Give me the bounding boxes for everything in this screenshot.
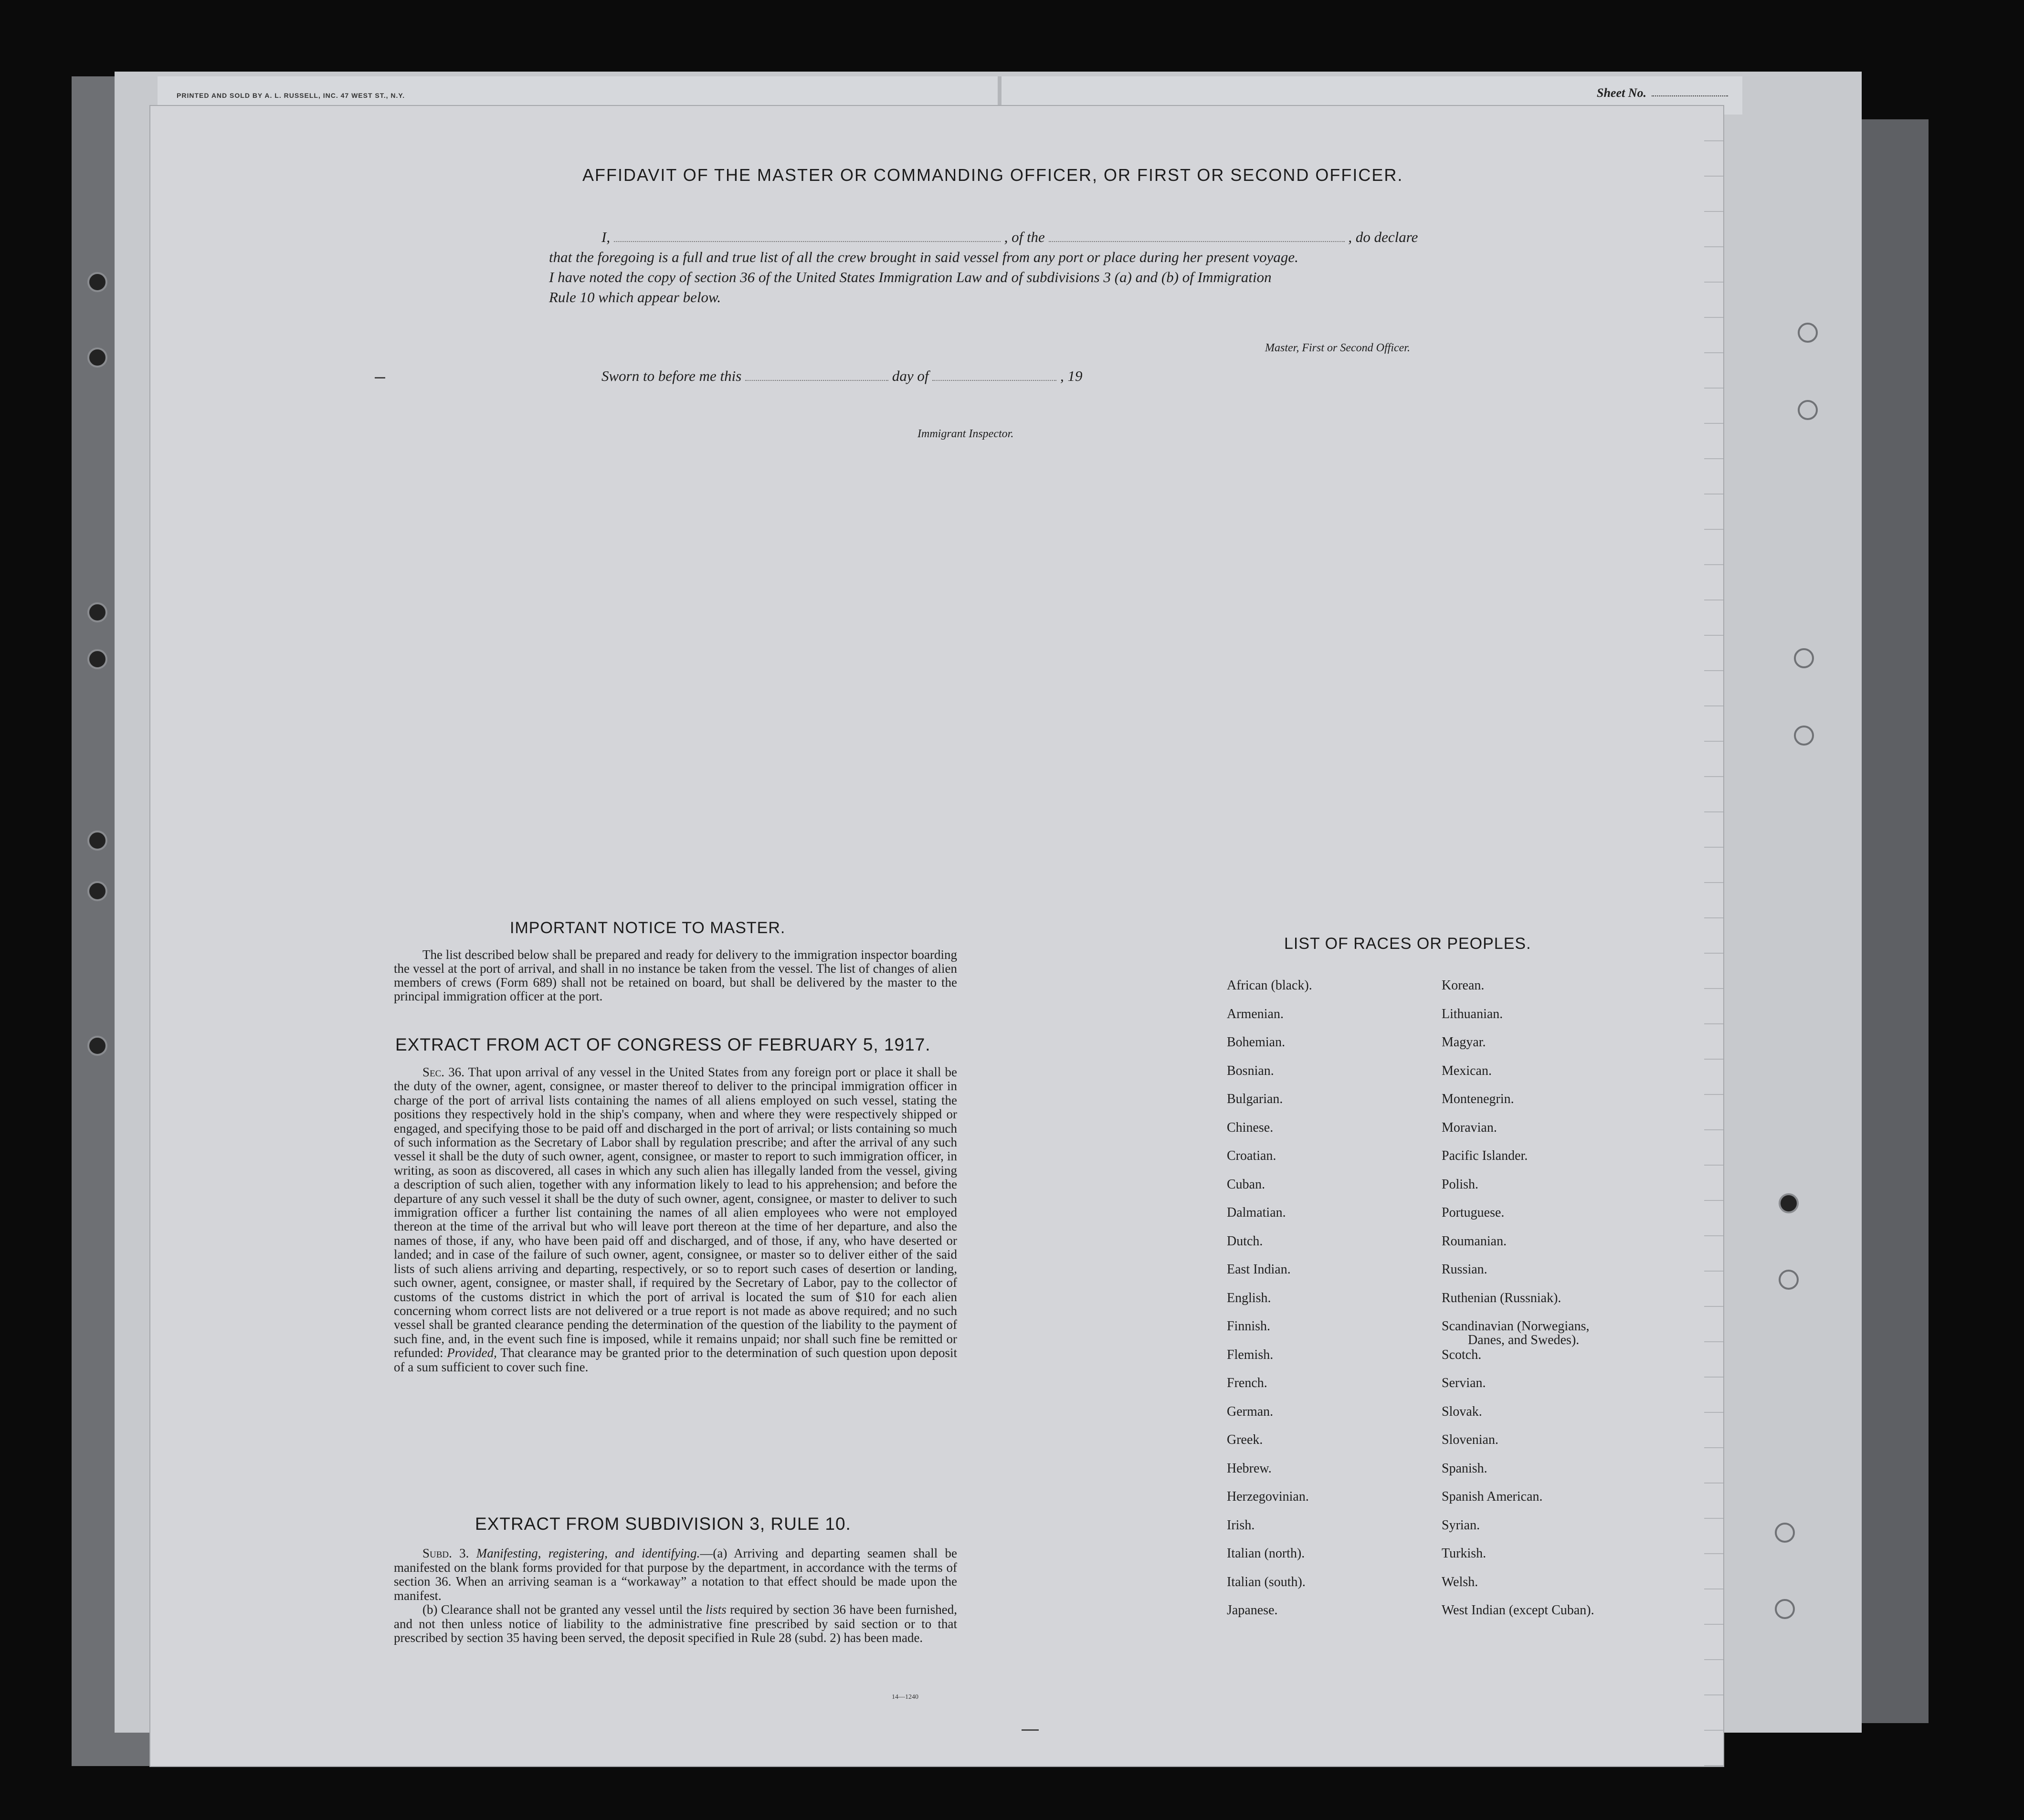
race-item: Lithuanian. [1442, 1006, 1503, 1021]
race-item: Flemish. [1227, 1347, 1274, 1362]
section-36-proviso: That clearance may be granted prior to the determination of such question upon deposit of a sum sufficient to cover such fine. [394, 1346, 958, 1374]
subd-para-b-lists: lists [706, 1602, 727, 1617]
race-item: Montenegrin. [1442, 1092, 1514, 1106]
sworn-statement [601, 368, 1082, 385]
race-item: Greek. [1227, 1432, 1263, 1447]
race-item: English. [1227, 1290, 1271, 1305]
race-item: Portuguese. [1442, 1205, 1505, 1220]
sworn-month-field[interactable] [932, 368, 1056, 381]
binder-hole [87, 602, 107, 622]
race-item: Polish. [1442, 1177, 1479, 1192]
race-item: Herzegovinian. [1227, 1489, 1309, 1504]
section-label: Sec. 36. [422, 1065, 464, 1079]
punch-hole [1798, 400, 1818, 420]
race-item: West Indian (except Cuban). [1442, 1603, 1594, 1618]
race-item: Chinese. [1227, 1120, 1274, 1135]
of-the-label: , of the [1004, 229, 1045, 245]
day-of-label: day of [892, 368, 929, 384]
race-item: Welsh. [1442, 1574, 1478, 1589]
race-item: Mexican. [1442, 1063, 1492, 1078]
race-item: Danes, and Swedes). [1468, 1333, 1580, 1347]
page-edge-ruling [1704, 106, 1723, 1766]
binder-hole [87, 1036, 107, 1056]
sheet-number-blank [1652, 95, 1728, 96]
race-item: Slovak. [1442, 1404, 1482, 1419]
race-item: Armenian. [1227, 1006, 1284, 1021]
race-item: German. [1227, 1404, 1274, 1419]
race-item: African (black). [1227, 978, 1312, 993]
punch-hole [1798, 323, 1818, 343]
subd-para-b-pre: (b) Clearance shall not be granted any vessel until the [422, 1602, 702, 1617]
race-item: Dalmatian. [1227, 1205, 1286, 1220]
binder-hole [87, 347, 107, 368]
race-item: Ruthenian (Russniak). [1442, 1290, 1561, 1305]
race-item: Italian (north). [1227, 1546, 1305, 1561]
race-item: Bohemian. [1227, 1035, 1286, 1050]
punch-hole [1794, 726, 1814, 746]
printer-imprint: PRINTED AND SOLD BY A. L. RUSSELL, INC. 47 WEST ST., N.Y. [177, 92, 405, 99]
provided-label: Provided, [447, 1346, 497, 1360]
vessel-name-field[interactable] [1049, 230, 1345, 242]
race-item: Finnish. [1227, 1319, 1271, 1334]
affidavit-line-3: I have noted the copy of section 36 of the United States Immigration Law and of subdivisions 3 (a) and (b) of Immigration [549, 269, 1272, 285]
race-item: Slovenian. [1442, 1432, 1498, 1447]
notice-title: IMPORTANT NOTICE TO MASTER. [510, 919, 786, 937]
race-item: Servian. [1442, 1376, 1486, 1390]
year-label: , 19 [1060, 368, 1083, 384]
race-item: Magyar. [1442, 1035, 1486, 1050]
race-item: Spanish. [1442, 1461, 1487, 1476]
race-item: Turkish. [1442, 1546, 1486, 1561]
subd-para-b-post: required by section 36 have been furnished, and not then unless notice of liability to the administrative fine prescribed by said section or to that prescribed by section 35 having been served, the deposit specified in Rule 28 (subd. 2) has been made. [394, 1602, 958, 1645]
affidavit-line-2: that the foregoing is a full and true list of all the crew brought in said vessel from any port or place during her present voyage. [549, 249, 1298, 265]
punch-hole [1779, 1270, 1799, 1290]
master-signature-caption: Master, First or Second Officer. [1265, 342, 1410, 354]
races-list-title: LIST OF RACES OR PEOPLES. [1284, 935, 1531, 953]
race-item: Italian (south). [1227, 1574, 1306, 1589]
subdivision-extract-body [394, 1546, 957, 1645]
affidavit-line-4: Rule 10 which appear below. [549, 289, 721, 305]
subdivision-extract-title: EXTRACT FROM SUBDIVISION 3, RULE 10. [475, 1514, 851, 1534]
race-item: Irish. [1227, 1517, 1255, 1533]
inspector-signature-caption: Immigrant Inspector. [917, 428, 1014, 440]
race-item: Hebrew. [1227, 1461, 1272, 1476]
act-extract-body [394, 1065, 957, 1374]
affidavit-title: AFFIDAVIT OF THE MASTER OR COMMANDING OFFICER, OR FIRST OR SECOND OFFICER. [582, 165, 1403, 185]
race-item: Korean. [1442, 978, 1485, 993]
sworn-label: Sworn to before me this [601, 368, 742, 384]
race-item: East Indian. [1227, 1262, 1291, 1277]
do-declare-label: , do declare [1348, 229, 1418, 245]
race-item: Bosnian. [1227, 1063, 1274, 1078]
officer-name-field[interactable] [614, 230, 1001, 242]
subd-heading: Manifesting, registering, and identifying. [476, 1546, 700, 1560]
race-item: Pacific Islander. [1442, 1148, 1528, 1163]
race-item: Croatian. [1227, 1148, 1276, 1163]
race-item: Roumanian. [1442, 1233, 1507, 1249]
stray-mark [1022, 1729, 1039, 1731]
race-item: Syrian. [1442, 1517, 1480, 1533]
race-item: Cuban. [1227, 1177, 1265, 1192]
affidavit-i-label: I, [601, 229, 611, 245]
section-36-text: That upon arrival of any vessel in the United States from any foreign port or place it shall be the duty of the owner, agent, consignee, or master thereof to deliver to the principal immigration officer in charge of the port of arrival lists containing the names of all aliens employed on such vessel, stating the positions they respectively hold in the ship's company, when and where they were respectively shipped or engaged, and specifying those to be paid off and discharged in the port of arrival; or lists containing so much of such information as the Secretary of Labor shall by regulation prescribe; and after the arrival of any such vessel it shall be the duty of such owner, agent, consignee, or master to report to such immigration officer, in writing, as soon as discovered, all cases in which any such alien has illegally landed from the vessel, giving a description of such alien, together with any information likely to lead to his apprehension; and before the departure of any such vessel it shall be the duty of such owner, agent, consignee, or master to deliver to such immigration officer a further list containing the names of all alien employees who were not employed thereon at the time of the arrival but who will leave port thereon at the time of her departure, and also the names of those, if any, who have been paid off and discharged, and of those, if any, who have deserted or landed; and in case of the failure of such owner, agent, consignee, or master so to deliver either of the said lists of such aliens arriving and departing, respectively, or so to report such cases of desertion or landing, such owner, agent, consignee, or master shall, if required by the Secretary of Labor, pay to the collector of customs of the customs district in which the port of arrival is located the sum of $10 for each alien concerning whom correct lists are not delivered or a true report is not made as above required; and no such vessel shall be granted clearance pending the determination of the question of the liability to the payment of such fine, and, in the event such fine is imposed, while it remains unpaid; nor shall such fine be remitted or refunded: [394, 1065, 957, 1360]
sworn-day-field[interactable] [745, 368, 888, 381]
binder-hole [87, 649, 107, 669]
affidavit-line-1 [549, 227, 1480, 247]
subd-para-a-text: —(a) Arriving and departing seamen shall be manifested on the blank forms provided for that purpose by the department, in accordance with the terms of section 36. When an arriving seaman is a “workaway” a notation to that effect should be made upon the manifest. [394, 1546, 957, 1603]
subd-label: Subd. 3. [422, 1546, 469, 1560]
sheet-number-label: Sheet No. [1597, 86, 1646, 100]
race-item: Bulgarian. [1227, 1092, 1283, 1106]
subdivision-para-b [394, 1603, 957, 1645]
binder-hole [87, 881, 107, 901]
race-item: French. [1227, 1376, 1267, 1390]
race-item: Spanish American. [1442, 1489, 1543, 1504]
stray-mark [375, 377, 385, 379]
race-item: Scandinavian (Norwegians, [1442, 1319, 1590, 1334]
race-item: Dutch. [1227, 1233, 1263, 1249]
race-item: Russian. [1442, 1262, 1487, 1277]
punch-hole [1775, 1523, 1795, 1543]
subdivision-para-a [394, 1546, 957, 1603]
binder-hole [87, 272, 107, 292]
binder-hole [87, 831, 107, 851]
punch-hole [1775, 1599, 1795, 1619]
race-item: Scotch. [1442, 1347, 1482, 1362]
affidavit-statement [549, 227, 1480, 307]
race-item: Japanese. [1227, 1603, 1278, 1618]
notice-body: The list described below shall be prepared and ready for delivery to the immigration inspector boarding the vessel at the port of arrival, and shall in no instance be taken from the vessel. The list of changes of alien members of crews (Form 689) shall not be retained on board, but shall be delivered by the master to the principal immigration officer at the port. [394, 947, 957, 1003]
race-item: Moravian. [1442, 1120, 1497, 1135]
punch-hole [1794, 648, 1814, 668]
punch-hole [1779, 1193, 1799, 1213]
form-number: 14—1240 [892, 1694, 918, 1701]
act-extract-title: EXTRACT FROM ACT OF CONGRESS OF FEBRUARY 5, 1917. [395, 1035, 931, 1054]
